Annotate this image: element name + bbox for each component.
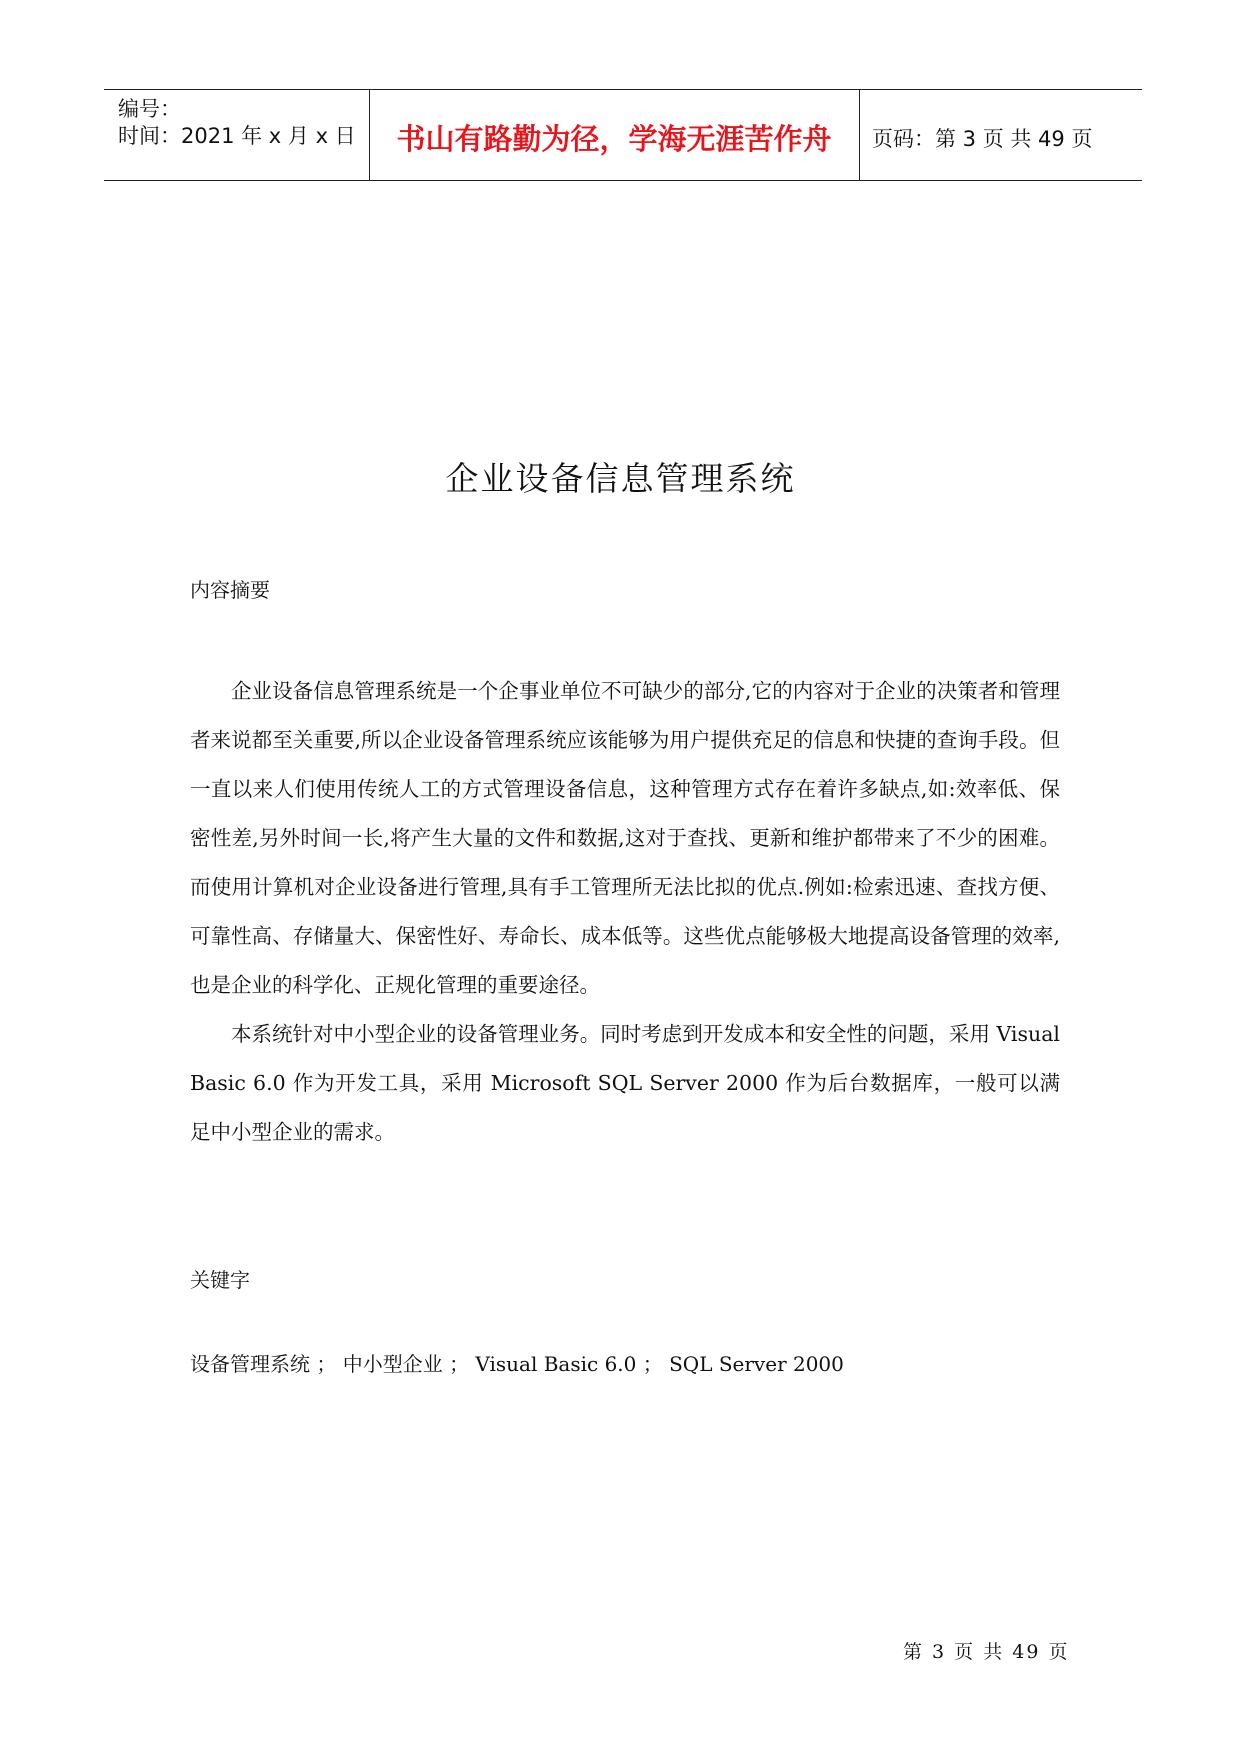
page-footer: 第 3 页 共 49 页 — [903, 1641, 1070, 1663]
header-page-cell — [859, 90, 1142, 180]
header-motto-cell — [369, 90, 860, 180]
header-page-label: 页码：第 3 页 共 49 页 — [872, 127, 1093, 151]
document-title: 企业设备信息管理系统 — [445, 459, 796, 498]
page-header — [104, 89, 1142, 181]
keywords-heading: 关键字 — [190, 1268, 250, 1292]
header-number-label: 编号： — [118, 97, 181, 121]
keywords-list: 设备管理系统 ； 中小型企业 ； Visual Basic 6.0 ； SQL Server 2000 — [190, 1352, 844, 1376]
header-meta-cell — [104, 90, 370, 180]
abstract-body — [190, 667, 1060, 1157]
header-motto: 书山有路勤为径，学海无涯苦作舟 — [396, 122, 832, 156]
header-time-label: 时间：2021 年 x 月 x 日 — [118, 124, 356, 148]
abstract-heading: 内容摘要 — [190, 578, 270, 602]
abstract-paragraph: 本系统针对中小型企业的设备管理业务。同时考虑到开发成本和安全性的问题，采用 Visual Basic 6.0 作为开发工具，采用 Microsoft SQL Server 2000 作为后台数据库，一般可以满足中小型企业的需求。 — [190, 1022, 1060, 1144]
abstract-paragraph: 企业设备信息管理系统是一个企事业单位不可缺少的部分,它的内容对于企业的决策者和管理者来说都至关重要,所以企业设备管理系统应该能够为用户提供充足的信息和快捷的查询手段。但一直以来人们使用传统人工的方式管理设备信息，这种管理方式存在着许多缺点,如:效率低、保密性差,另外时间一长,将产生大量的文件和数据,这对于查找、更新和维护都带来了不少的困难。而使用计算机对企业设备进行管理,具有手工管理所无法比拟的优点.例如:检索迅速、查找方便、可靠性高、存储量大、保密性好、寿命长、成本低等。这些优点能够极大地提高设备管理的效率,也是企业的科学化、正规化管理的重要途径。 — [190, 679, 1060, 997]
